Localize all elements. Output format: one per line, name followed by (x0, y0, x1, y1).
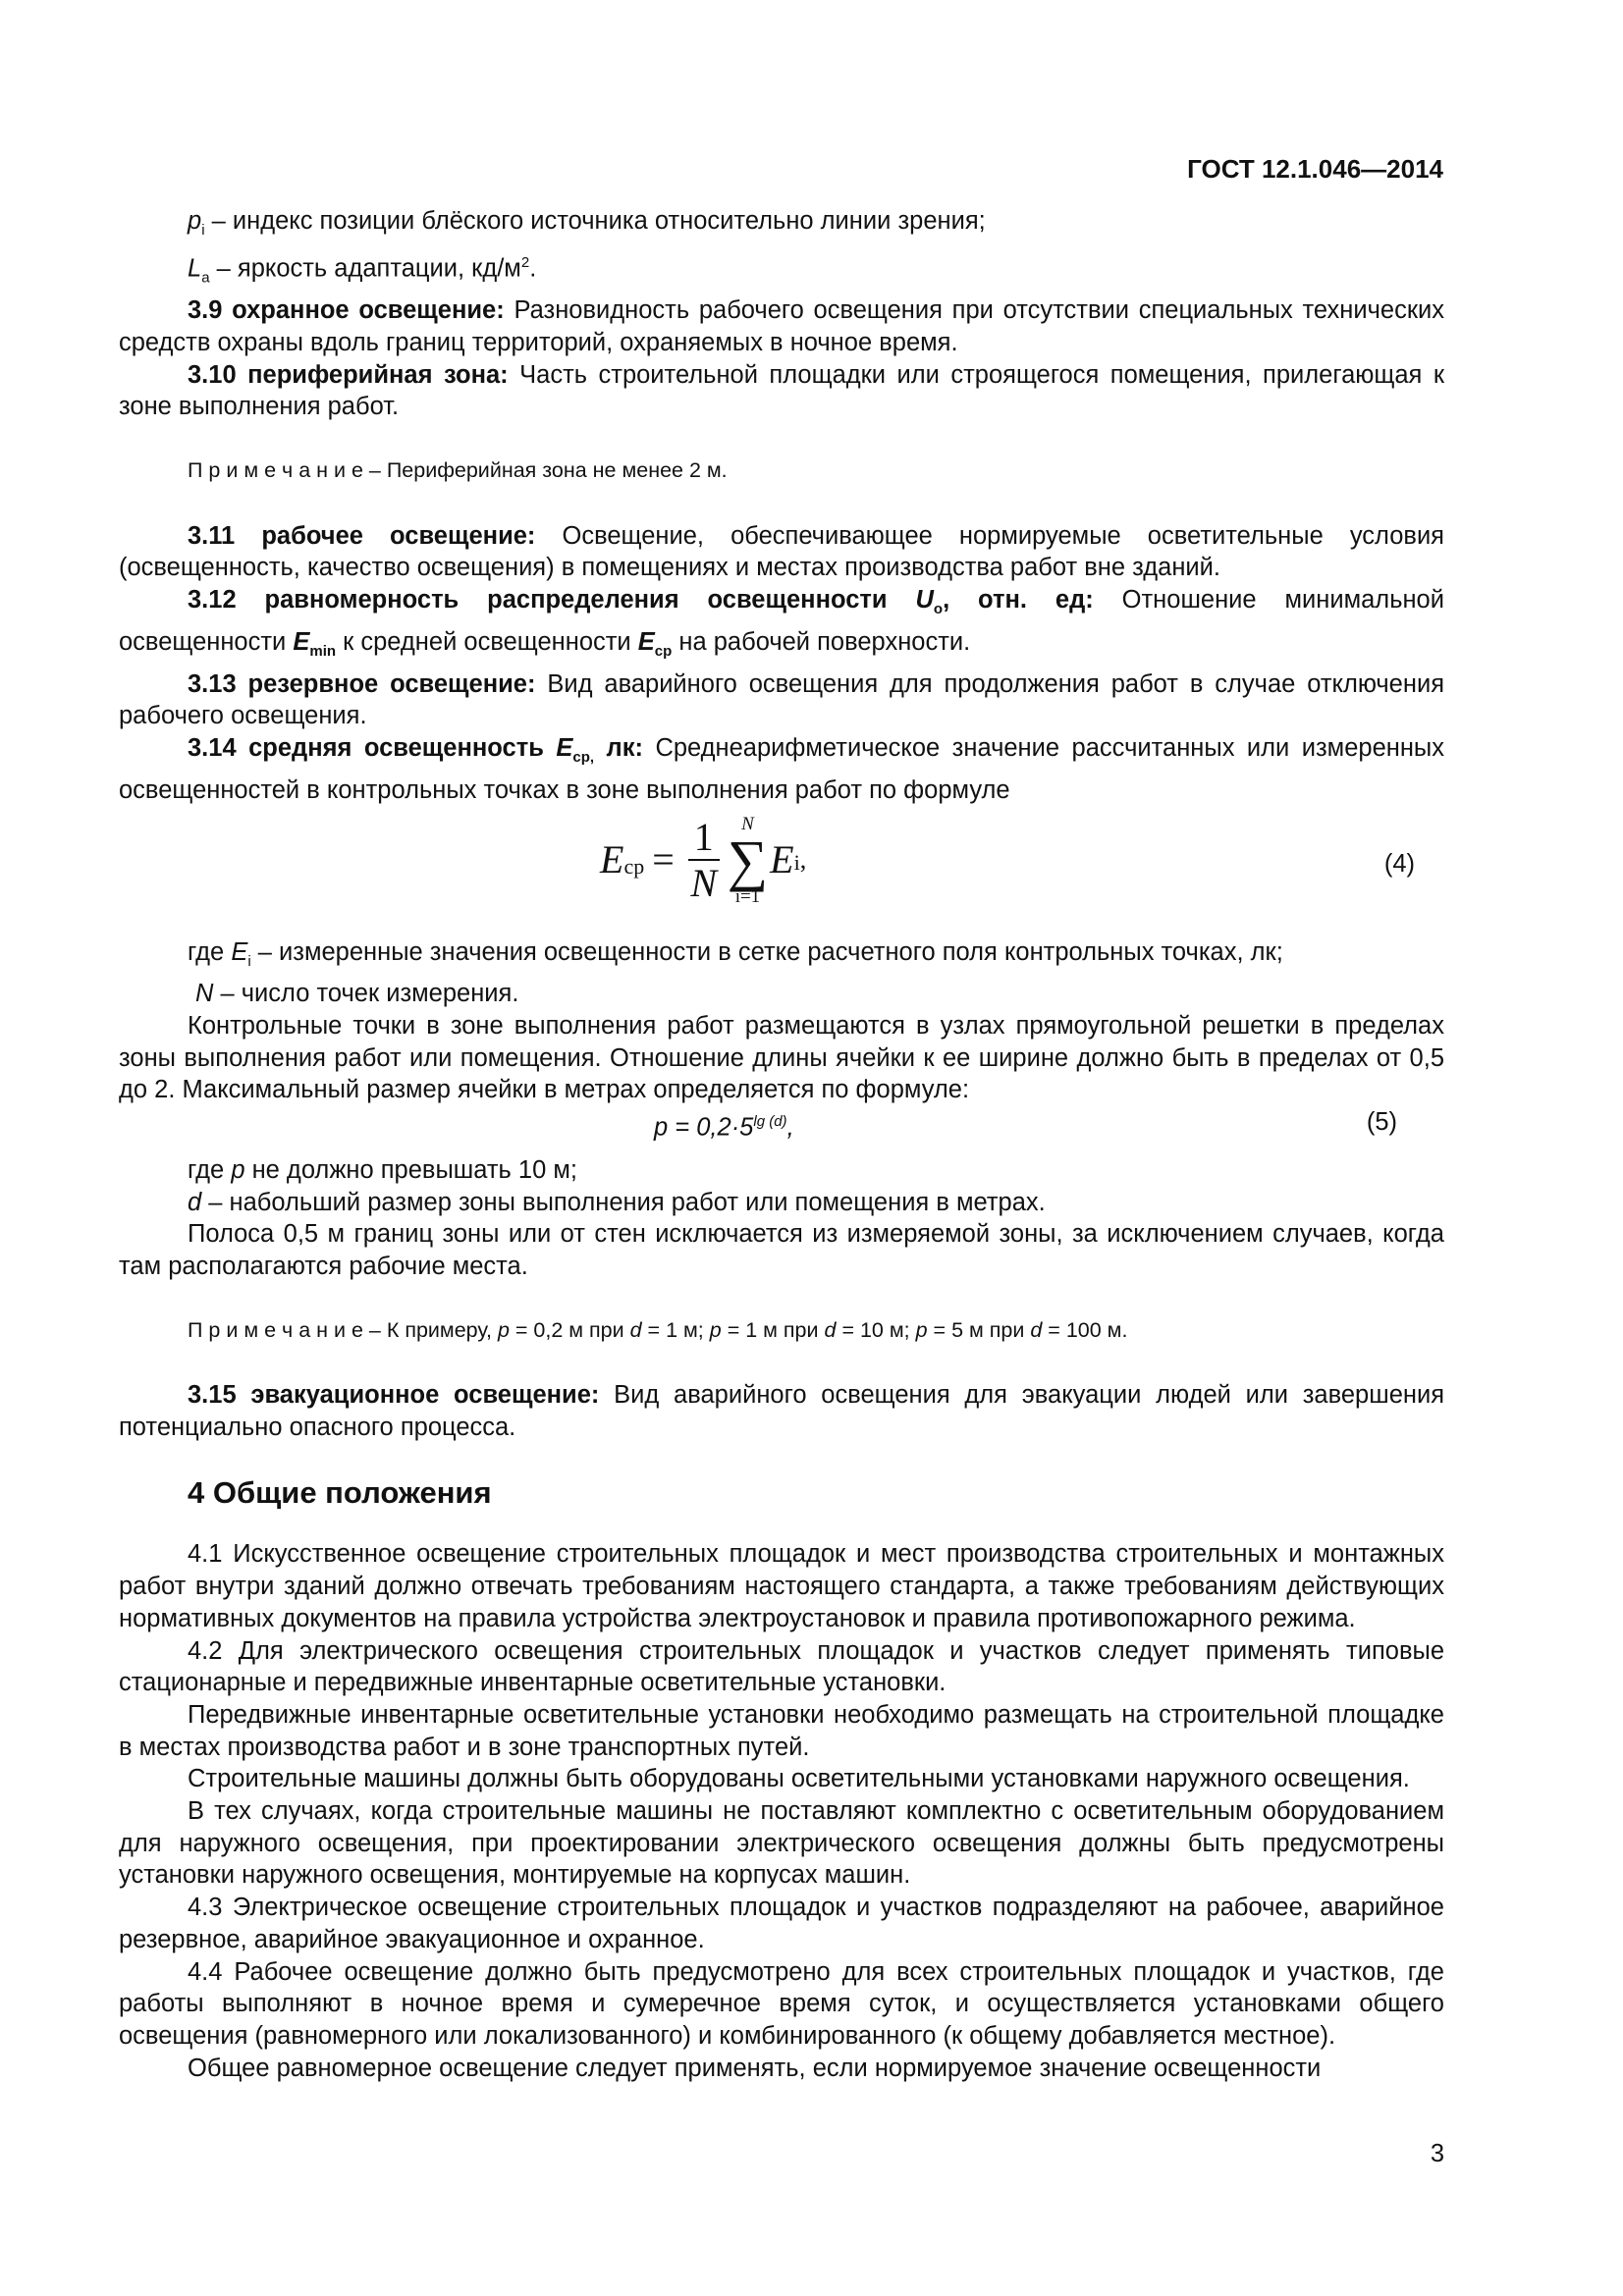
where-5-line-1: где p не должно превышать 10 м; (188, 1155, 577, 1184)
section-4-paragraph: 4.3 Электрическое освещение строительных площадок и участков подразделяют на рабочее, аварийное резервное, аварийное эвакуационное и охранное. (119, 1894, 1444, 1953)
term-3-12: 3.12 равномерность распределения освещенности $U_o$, отн. ед: Отношение минимальной освещенности $E_{min}$ к средней освещенности $E_{ср}$ на рабочей поверхности. (119, 586, 1444, 660)
term-3-14: 3.14 средняя освещенность $E_{ср,}$ лк: Среднеарифметическое значение рассчитанных или измеренных освещенностей в контрольных точках в зоне выполнения работ по формуле (119, 734, 1444, 804)
section-4-paragraph: В тех случаях, когда строительные машины не поставляют комплектно с осветительным оборудованием для наружного освещения, при проектировании электрического освещения должны быть предусмотрены установки наружного освещения, монтируемые на корпусах машин. (119, 1797, 1444, 1890)
term-3-9: 3.9 охранное освещение: Разновидность рабочего освещения при отсутствии специальных технических средств охраны вдоль границ территорий, охраняемых в ночное время. (119, 296, 1444, 356)
formula-5-expression: $p = 0,2\cdot 5^{lg (d)}$, (654, 1113, 794, 1142)
section-4-paragraph: 4.1 Искусственное освещение строительных площадок и мест производства строительных и монтажных работ внутри зданий должно отвечать требованиям настоящего стандарта, а также требованиям действующих нормативных документов на правила устройства электроустановок и правила противопожарного режима. (119, 1540, 1444, 1632)
where-5-line-2: d – набольший размер зоны выполнения работ или помещения в метрах. (188, 1188, 1046, 1216)
formula-4 (119, 809, 1444, 927)
note-3-14: П р и м е ч а н и е – К примеру, p = 0,2 м при d = 1 м; p = 1 м при d = 10 м; p = 5 м при d = 100 м. (188, 1317, 1128, 1342)
section-4-paragraph: Общее равномерное освещение следует применять, если нормируемое значение освещенности (188, 2054, 1322, 2082)
control-points-paragraph: Контрольные точки в зоне выполнения работ размещаются в узлах прямоугольной решетки в пределах зоны выполнения работ или помещения. Отношение длины ячейки к ее ширине должно быть в пределах от 0,5 до 2. Максимальный размер ячейки в метрах определяется по формуле: (119, 1012, 1444, 1104)
term-3-13: 3.13 резервное освещение: Вид аварийного освещения для продолжения работ в случае отключения рабочего освещения. (119, 669, 1444, 730)
section-4-paragraph: Строительные машины должны быть оборудованы осветительными установками наружного освещения. (188, 1765, 1410, 1793)
strip-paragraph: Полоса 0,5 м границ зоны или от стен исключается из измеряемой зоны, за исключением случаев, когда там располагаются рабочие места. (119, 1220, 1444, 1280)
formula-4-fraction: $\frac{1}{N}$ (688, 816, 720, 906)
section-4-paragraph: Передвижные инвентарные осветительные установки необходимо размещать на строительной площадке в местах производства работ и в зоне транспортных путей. (119, 1700, 1444, 1761)
document-code: ГОСТ 12.1.046—2014 (1187, 154, 1443, 184)
section-4-paragraph: 4.4 Рабочее освещение должно быть предусмотрено для всех строительных площадок и участков, где работы выполняют в ночное время и сумеречное время суток, и осуществляется установками общего освещения (равномерного или локализованного) и комбинированного (к общему добавляется местное). (119, 1957, 1444, 2050)
sum-sign: N ∑ i=1 (727, 813, 769, 907)
page-content (119, 205, 1444, 2084)
term-3-15: 3.15 эвакуационное освещение: Вид аварийного освещения для эвакуации людей или завершения потенциально опасного процесса. (119, 1381, 1445, 1442)
definition-la: $L_a$ – яркость адаптации, $кд/м^2$. (188, 253, 537, 287)
equation-number-5: (5) (1366, 1108, 1397, 1137)
formula-5 (119, 1106, 1444, 1142)
section-4-title: 4 Общие положения (188, 1474, 492, 1510)
note-3-10: П р и м е ч а н и е – Периферийная зона не менее 2 м. (188, 457, 728, 482)
definition-pi: $p_i$ – индекс позиции блёского источника относительно линии зрения; (188, 207, 986, 240)
formula-4-expression: E ср = $\frac{1}{N}$ N ∑ i=1 E i , (600, 813, 807, 907)
where-4-line-1: где $E_i$ – измеренные значения освещенности в сетке расчетного поля контрольных точках, лк; (188, 937, 1283, 970)
section-4-paragraph: 4.2 Для электрического освещения строительных площадок и участков следует применять типовые стационарные и передвижные инвентарные осветительные установки. (119, 1636, 1444, 1697)
equation-number-4: (4) (1383, 849, 1415, 878)
page-number: 3 (1430, 2140, 1444, 2167)
term-3-11: 3.11 рабочее освещение: Освещение, обеспечивающее нормируемые осветительные условия (освещенность, качество освещения) в помещениях и местах производства работ вне зданий. (119, 521, 1444, 582)
term-3-10: 3.10 периферийная зона: Часть строительной площадки или строящегося помещения, прилегающая к зоне выполнения работ. (119, 360, 1444, 421)
where-4-line-2: N – число точек измерения. (195, 980, 519, 1008)
